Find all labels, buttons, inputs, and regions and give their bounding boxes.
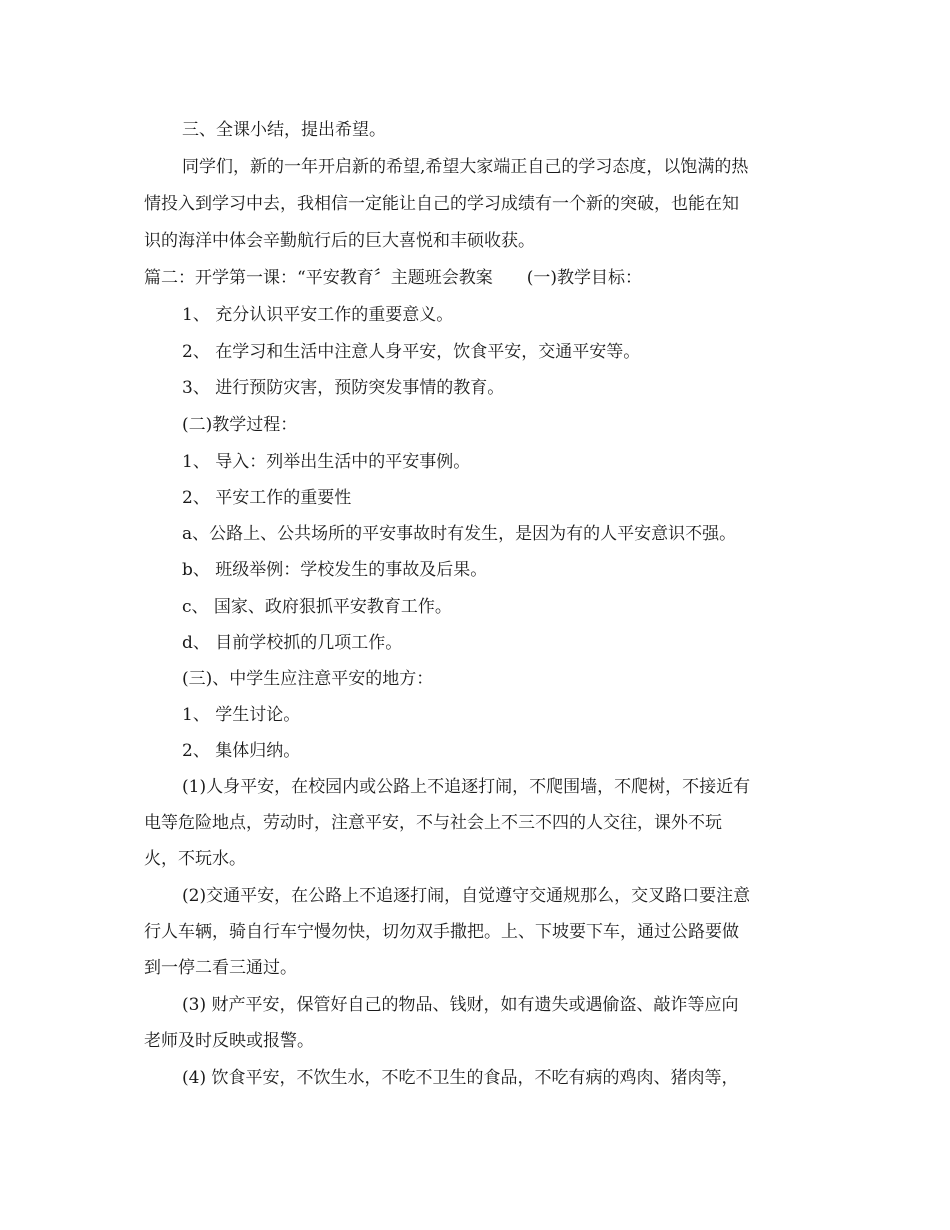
text-line: (4) 饮食平安，不饮生水，不吃不卫生的食品，不吃有病的鸡肉、猪肉等， xyxy=(182,1068,739,1088)
text-line: 2、 平安工作的重要性 xyxy=(182,488,352,508)
text-line: 2、 在学习和生活中注意人身平安，饮食平安，交通平安等。 xyxy=(182,342,641,362)
text-line: 识的海洋中体会辛勤航行后的巨大喜悦和丰硕收获。 xyxy=(144,231,535,251)
text-line: d、 目前学校抓的几项工作。 xyxy=(182,633,403,653)
text-line: 老师及时反映或报警。 xyxy=(144,1031,314,1051)
text-line: 到一停二看三通过。 xyxy=(144,958,297,978)
text-line: 火，不玩水。 xyxy=(144,849,246,869)
text-line: (二)教学过程： xyxy=(182,415,298,435)
text-line: b、 班级举例：学校发生的事故及后果。 xyxy=(182,560,488,580)
text-line: 情投入到学习中去，我相信一定能让自己的学习成绩有一个新的突破，也能在知 xyxy=(144,194,739,214)
text-line: 1、 充分认识平安工作的重要意义。 xyxy=(182,305,454,325)
text-line: 1、 学生讨论。 xyxy=(182,705,301,725)
text-line: (三)、中学生应注意平安的地方： xyxy=(182,669,434,689)
text-line: c、 国家、政府狠抓平安教育工作。 xyxy=(182,597,452,617)
text-line: a、公路上、公共场所的平安事故时有发生，是因为有的人平安意识不强。 xyxy=(182,524,737,544)
text-line: 行人车辆，骑自行车宁慢勿快，切勿双手撒把。上、下坡要下车，通过公路要做 xyxy=(144,922,739,942)
text-line: 三、全课小结，提出希望。 xyxy=(182,120,386,140)
section-heading: 篇二：开学第一课：“平安教育〞主题班会教案 (一)教学目标： xyxy=(144,268,642,288)
text-line: 电等危险地点，劳动时，注意平安，不与社会上不三不四的人交往，课外不玩 xyxy=(144,813,722,833)
text-line: 1、 导入：列举出生活中的平安事例。 xyxy=(182,452,471,472)
text-line: (1)人身平安，在校园内或公路上不追逐打闹，不爬围墙，不爬树，不接近有 xyxy=(182,777,751,797)
text-line: (2)交通平安，在公路上不追逐打闹，自觉遵守交通规那么，交叉路口要注意 xyxy=(182,886,751,906)
text-line: 同学们，新的一年开启新的希望,希望大家端正自己的学习态度，以饱满的热 xyxy=(182,157,749,177)
text-line: 3、 进行预防灾害，预防突发事情的教育。 xyxy=(182,378,505,398)
text-line: 2、 集体归纳。 xyxy=(182,741,301,761)
text-line: (3) 财产平安，保管好自己的物品、钱财，如有遗失或遇偷盗、敲诈等应向 xyxy=(182,995,739,1015)
